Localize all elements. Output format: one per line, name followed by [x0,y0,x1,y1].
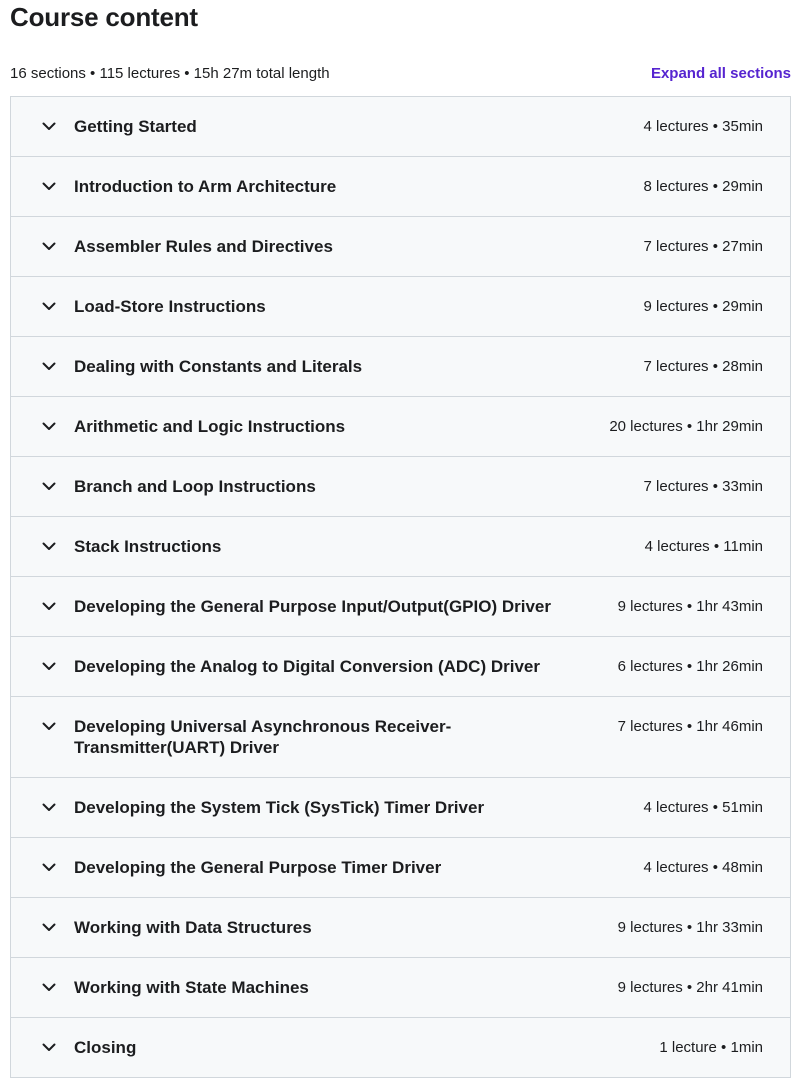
chevron-down-icon[interactable] [41,797,57,817]
section-row[interactable] [11,898,790,958]
section-title[interactable]: Load-Store Instructions [74,297,266,316]
section-title[interactable]: Stack Instructions [74,537,222,556]
chevron-down-icon[interactable] [41,716,57,736]
section-title[interactable]: Closing [74,1038,137,1057]
section-lecture-count-duration: 4 lectures • 48min [643,859,763,876]
section-title[interactable]: Developing the Analog to Digital Conversion (ADC) Driver [74,657,540,676]
section-row[interactable] [11,517,790,577]
section-lecture-count-duration: 4 lectures • 35min [643,118,763,135]
section-row[interactable] [11,577,790,637]
course-summary: 16 sections • 115 lectures • 15h 27m total length [10,64,330,82]
chevron-down-icon[interactable] [41,236,57,256]
section-title[interactable]: Developing the General Purpose Input/Output(GPIO) Driver [74,597,551,616]
expand-all-sections-button[interactable]: Expand all sections [650,64,791,82]
chevron-down-icon[interactable] [41,116,57,136]
chevron-down-icon[interactable] [41,977,57,997]
section-title[interactable]: Developing the General Purpose Timer Driver [74,858,442,877]
section-row[interactable] [11,457,790,517]
section-lecture-count-duration: 7 lectures • 1hr 46min [617,718,763,735]
chevron-down-icon[interactable] [41,356,57,376]
section-row[interactable] [11,697,790,778]
section-title[interactable]: Developing Universal Asynchronous Receiver-Transmitter(UART) Driver [74,717,452,757]
section-lecture-count-duration: 9 lectures • 1hr 43min [617,598,763,615]
chevron-down-icon[interactable] [41,176,57,196]
section-lecture-count-duration: 8 lectures • 29min [643,178,763,195]
section-lecture-count-duration: 1 lecture • 1min [659,1039,763,1056]
section-lecture-count-duration: 7 lectures • 27min [643,238,763,255]
sections-accordion [10,96,791,1078]
chevron-down-icon[interactable] [41,1037,57,1057]
section-lecture-count-duration: 7 lectures • 28min [643,358,763,375]
section-row[interactable] [11,838,790,898]
section-title[interactable]: Working with Data Structures [74,918,312,937]
section-row[interactable] [11,778,790,838]
section-row[interactable] [11,97,790,157]
section-lecture-count-duration: 9 lectures • 1hr 33min [617,919,763,936]
section-row[interactable] [11,217,790,277]
course-summary-bar [10,62,791,84]
section-lecture-count-duration: 9 lectures • 29min [643,298,763,315]
page-title: Course content [10,2,198,32]
chevron-down-icon[interactable] [41,917,57,937]
section-lecture-count-duration: 20 lectures • 1hr 29min [609,418,763,435]
section-lecture-count-duration: 6 lectures • 1hr 26min [617,658,763,675]
section-row[interactable] [11,637,790,697]
section-row[interactable] [11,277,790,337]
section-row[interactable] [11,958,790,1018]
section-title[interactable]: Arithmetic and Logic Instructions [74,417,346,436]
section-row[interactable] [11,157,790,217]
chevron-down-icon[interactable] [41,656,57,676]
section-row[interactable] [11,337,790,397]
section-row[interactable] [11,397,790,457]
chevron-down-icon[interactable] [41,416,57,436]
section-title[interactable]: Assembler Rules and Directives [74,237,333,256]
section-lecture-count-duration: 7 lectures • 33min [643,478,763,495]
section-title[interactable]: Branch and Loop Instructions [74,477,316,496]
section-title[interactable]: Getting Started [74,117,197,136]
section-title[interactable]: Introduction to Arm Architecture [74,177,337,196]
chevron-down-icon[interactable] [41,857,57,877]
chevron-down-icon[interactable] [41,536,57,556]
section-title[interactable]: Developing the System Tick (SysTick) Timer Driver [74,798,485,817]
chevron-down-icon[interactable] [41,596,57,616]
section-lecture-count-duration: 4 lectures • 51min [643,799,763,816]
chevron-down-icon[interactable] [41,296,57,316]
section-lecture-count-duration: 9 lectures • 2hr 41min [617,979,763,996]
section-title[interactable]: Working with State Machines [74,978,309,997]
section-row[interactable] [11,1018,790,1077]
section-lecture-count-duration: 4 lectures • 11min [644,538,763,555]
section-title[interactable]: Dealing with Constants and Literals [74,357,363,376]
chevron-down-icon[interactable] [41,476,57,496]
